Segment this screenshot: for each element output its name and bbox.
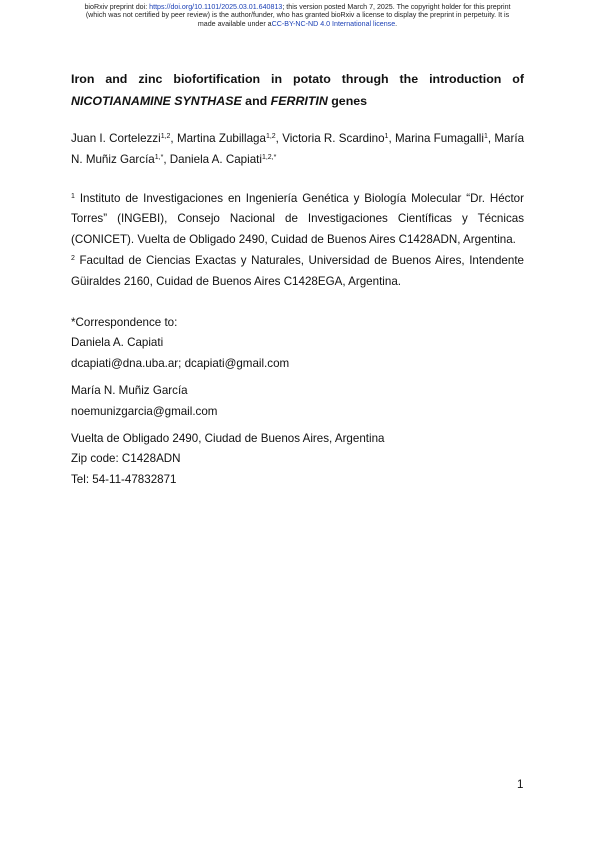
doi-link[interactable]: https://doi.org/10.1101/2025.03.01.640813 xyxy=(149,3,283,11)
author xyxy=(282,132,395,145)
banner-line-2: (which was not certified by peer review) is the author/funder, who has granted bioRxiv a license to display the preprint in perpetuity. It is xyxy=(85,11,510,20)
author-affiliation-mark: 1,* xyxy=(154,153,164,161)
correspondence-name-2: María N. Muñiz García xyxy=(71,383,188,397)
author-name: Victoria R. Scardino xyxy=(282,132,385,145)
correspondence-tel: Tel: 54-11-47832871 xyxy=(71,473,177,487)
title-page-content xyxy=(71,68,524,491)
correspondence-name-1: Daniela A. Capiati xyxy=(71,336,164,350)
title-line-1: Iron and zinc biofortification in potato through the introduction of xyxy=(71,72,524,86)
title-and: and xyxy=(241,94,271,108)
banner-line-1 xyxy=(0,3,595,11)
author-name: Daniela A. Capiati xyxy=(169,152,262,166)
affiliation-number: 2 xyxy=(71,254,75,262)
author-separator: , xyxy=(388,132,395,145)
author xyxy=(177,132,282,145)
banner-text: made available under a xyxy=(197,19,272,28)
banner-text: . xyxy=(395,19,398,28)
affiliation-text: Instituto de Investigaciones en Ingeniería Genética y Biología Molecular “Dr. Héctor Torres” (INGEBI), Consejo Nacional de Investigaciones Científicas y Técnicas (CONICET). Vuelta de Obligado 2490, Cuidad de Buenos Aires C1428ADN, Argentina. xyxy=(71,191,524,247)
author xyxy=(395,132,494,145)
banner-text: ; this version posted March 7, 2025. The copyright holder for this preprint xyxy=(282,3,511,11)
title-gene-2: FERRITIN xyxy=(270,94,328,108)
author-name: Marina Fumagalli xyxy=(394,132,484,145)
affiliation-1 xyxy=(71,189,524,251)
author-separator: , xyxy=(163,152,170,166)
author-name: María N. Muñiz García xyxy=(71,132,525,166)
title-suffix: genes xyxy=(327,94,368,108)
author-list xyxy=(71,129,524,171)
title-gene-1: NICOTIANAMINE SYNTHASE xyxy=(71,94,242,108)
paper-title xyxy=(71,68,524,112)
banner-line-3 xyxy=(0,20,595,28)
affiliation-number: 1 xyxy=(71,192,75,200)
author-affiliation-mark: 1 xyxy=(483,133,488,140)
author-affiliation-mark: 1 xyxy=(384,133,389,140)
correspondence-block xyxy=(71,313,524,491)
correspondence-address: Vuelta de Obligado 2490, Ciudad de Buenos Aires, Argentina xyxy=(71,431,385,445)
correspondence-email-2: noemunizgarcia@gmail.com xyxy=(71,404,218,418)
license-link[interactable]: CC-BY-NC-ND 4.0 International license xyxy=(271,19,396,28)
author-name: Juan I. Cortelezzi xyxy=(71,132,161,145)
correspondence-heading: *Correspondence to: xyxy=(71,315,178,329)
author-affiliation-mark: 1,2,* xyxy=(261,153,277,161)
author-affiliation-mark: 1,2 xyxy=(160,133,171,140)
author-separator: , xyxy=(275,132,283,145)
author-separator: , xyxy=(170,132,177,145)
author-separator: , xyxy=(487,132,495,145)
banner-text: bioRxiv preprint doi: xyxy=(84,3,150,11)
preprint-banner xyxy=(0,3,595,28)
author-name: Martina Zubillaga xyxy=(176,132,266,145)
author xyxy=(170,153,277,166)
correspondence-zip: Zip code: C1428ADN xyxy=(71,452,181,466)
author-affiliation-mark: 1,2 xyxy=(265,133,276,140)
affiliation-2 xyxy=(71,251,524,293)
author xyxy=(71,132,177,145)
page-number: 1 xyxy=(517,778,524,791)
correspondence-email-1: dcapiati@dna.uba.ar; dcapiati@gmail.com xyxy=(71,357,290,371)
affiliation-text: Facultad de Ciencias Exactas y Naturales, Universidad de Buenos Aires, Intendente Güiraldes 2160, Cuidad de Buenos Aires C1428EGA, Argentina. xyxy=(71,253,524,288)
